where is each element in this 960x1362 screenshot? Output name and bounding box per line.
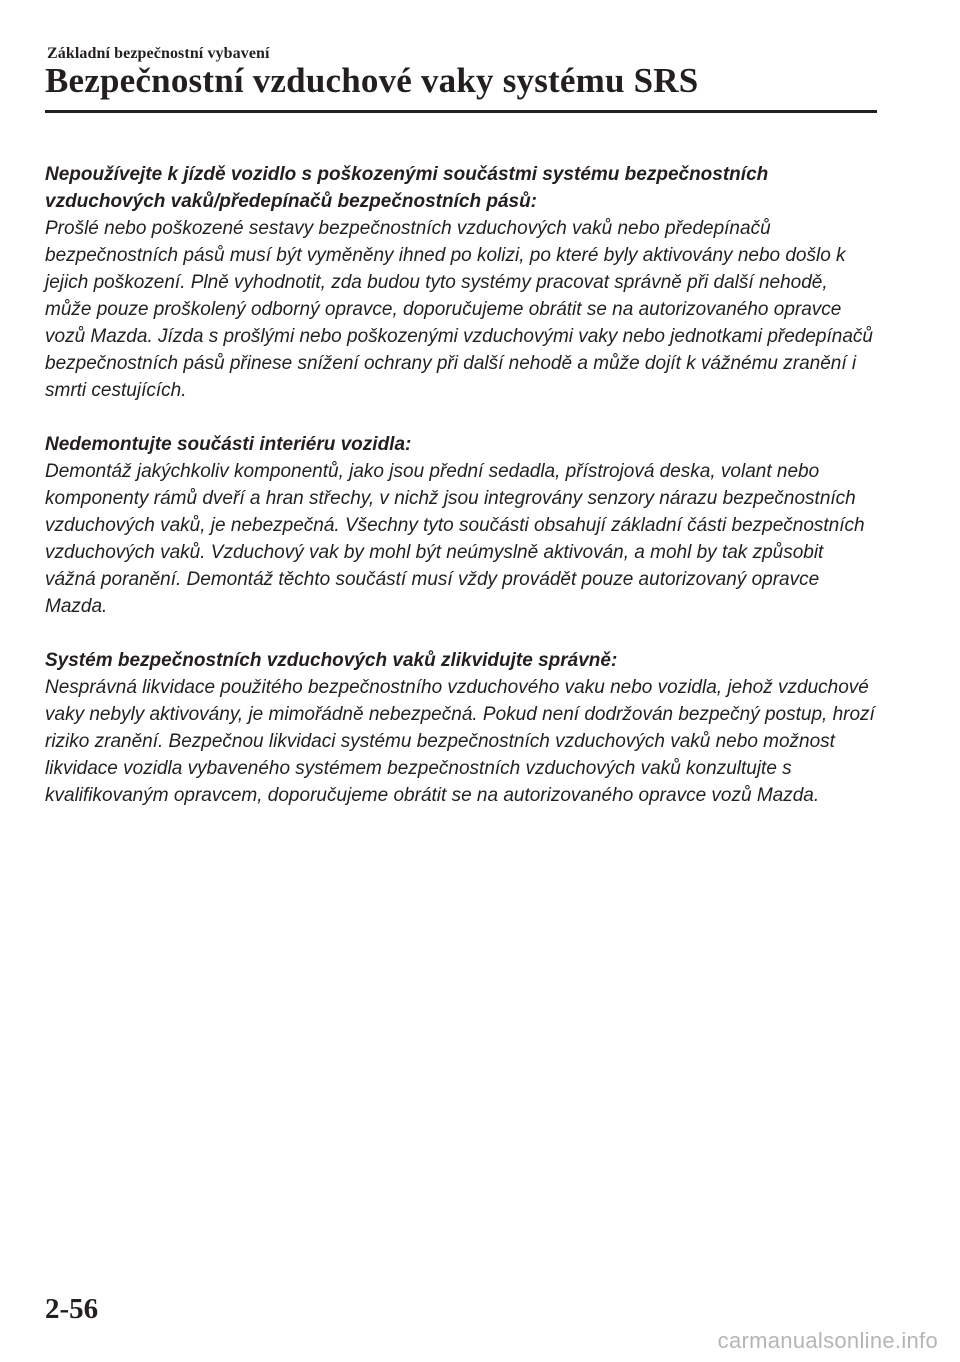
warning-block	[45, 647, 875, 809]
warning-block	[45, 161, 875, 404]
warning-title: Nepoužívejte k jízdě vozidlo s poškozenými součástmi systému bezpečnostních vzduchových vaků/předepínačů bezpečnostních pásů:	[45, 164, 769, 212]
watermark: carmanualsonline.info	[717, 1328, 938, 1353]
warning-body: Prošlé nebo poškozené sestavy bezpečnostních vzduchových vaků nebo předepínačů bezpečnostních pásů musí být vyměněny ihned po kolizi, po které byly aktivovány nebo došlo k jejich poškození. Plně vyhodnotit, zda budou tyto systémy pracovat správně při další nehodě, může pouze proškolený odborný opravce, doporučujeme obrátit se na autorizovaného opravce vozů Mazda. Jízda s prošlými nebo poškozenými vzduchovými vaky nebo jednotkami předepínačů bezpečnostních pásů přinese snížení ochrany při další nehodě a může dojít k vážnému zranění i smrti cestujících.	[45, 218, 873, 401]
warning-block	[45, 431, 875, 620]
warning-title: Systém bezpečnostních vzduchových vaků zlikvidujte správně:	[45, 650, 618, 671]
warning-content	[45, 161, 875, 836]
warning-body: Demontáž jakýchkoliv komponentů, jako jsou přední sedadla, přístrojová deska, volant nebo komponenty rámů dveří a hran střechy, v nichž jsou integrovány senzory nárazu bezpečnostních vzduchových vaků, je nebezpečná. Všechny tyto součásti obsahují základní části bezpečnostních vzduchových vaků. Vzduchový vak by mohl být neúmyslně aktivován, a mohl by tak způsobit vážná poranění. Demontáž těchto součástí musí vždy provádět pouze autorizovaný opravce Mazda.	[45, 461, 865, 617]
section-label: Základní bezpečnostní vybavení	[47, 45, 270, 62]
heading-divider	[45, 110, 877, 113]
page-number: 2-56	[45, 1293, 99, 1325]
warning-body: Nesprávná likvidace použitého bezpečnostního vzduchového vaku nebo vozidla, jehož vzduchové vaky nebyly aktivovány, je mimořádně nebezpečná. Pokud není dodržován bezpečný postup, hrozí riziko zranění. Bezpečnou likvidaci systému bezpečnostních vzduchových vaků nebo možnost likvidace vozidla vybaveného systémem bezpečnostních vzduchových vaků konzultujte s kvalifikovaným opravcem, doporučujeme obrátit se na autorizovaného opravce vozů Mazda.	[45, 677, 875, 806]
page-title: Bezpečnostní vzduchové vaky systému SRS	[45, 61, 699, 100]
warning-title: Nedemontujte součásti interiéru vozidla:	[45, 434, 412, 455]
